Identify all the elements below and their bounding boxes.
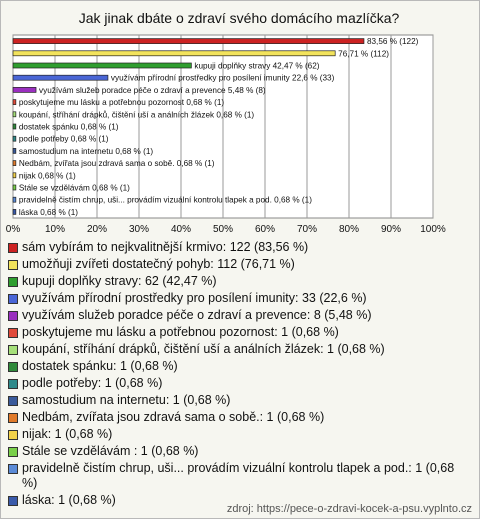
legend-swatch bbox=[8, 430, 18, 440]
bar bbox=[13, 124, 16, 129]
legend-swatch bbox=[8, 396, 18, 406]
bar bbox=[13, 173, 16, 178]
legend-swatch bbox=[8, 447, 18, 457]
legend-swatch bbox=[8, 379, 18, 389]
bar-label: využívám služeb poradce péče o zdraví a prevence 5,48 % (8) bbox=[39, 85, 266, 95]
legend-label: pravidelně čistím chrup, uši... provádím vizuální kontrolu tlapek a pod.: 1 (0,68 %) bbox=[22, 461, 455, 490]
bar-label: poskytujeme mu lásku a potřebnou pozornost 0,68 % (1) bbox=[18, 98, 225, 108]
tick-label: 90% bbox=[380, 224, 402, 235]
bar bbox=[13, 87, 36, 92]
legend-label: nijak: 1 (0,68 %) bbox=[22, 427, 113, 441]
legend-swatch bbox=[8, 496, 18, 506]
bar bbox=[13, 161, 16, 166]
bar-label: kupuji doplňky stravy 42,47 % (62) bbox=[194, 61, 320, 71]
tick-label: 80% bbox=[338, 224, 360, 235]
tick-label: 30% bbox=[128, 224, 150, 235]
legend-label: kupuji doplňky stravy: 62 (42,47 %) bbox=[22, 274, 217, 288]
bar-plot bbox=[0, 0, 480, 240]
bar-label: samostudium na internetu 0,68 % (1) bbox=[18, 146, 154, 156]
legend-swatch bbox=[8, 311, 18, 321]
tick-label: 100% bbox=[420, 224, 446, 235]
legend-swatch bbox=[8, 464, 18, 474]
bar bbox=[13, 197, 16, 202]
bar-label: koupání, stříhání drápků, čištění uší a análních žlázek 0,68 % (1) bbox=[18, 110, 255, 120]
bar bbox=[13, 39, 364, 44]
tick-label: 40% bbox=[170, 224, 192, 235]
bar bbox=[13, 185, 16, 190]
legend-label: umožňuji zvířeti dostatečný pohyb: 112 (76,71 %) bbox=[22, 257, 295, 271]
legend-label: koupání, stříhání drápků, čištění uší a análních žlázek: 1 (0,68 %) bbox=[22, 342, 385, 356]
tick-label: 0% bbox=[5, 224, 21, 235]
legend-swatch bbox=[8, 345, 18, 355]
bar bbox=[13, 75, 108, 80]
legend-swatch bbox=[8, 243, 18, 253]
legend-label: podle potřeby: 1 (0,68 %) bbox=[22, 376, 163, 390]
bar-label: Stále se vzdělávám 0,68 % (1) bbox=[18, 183, 130, 193]
source-credit: zdroj: https://pece-o-zdravi-kocek-a-psu.vyplnto.cz bbox=[226, 503, 472, 515]
bar bbox=[13, 136, 16, 141]
chart-title: Jak jinak dbáte o zdraví svého domácího mazlíčka? bbox=[78, 10, 400, 26]
tick-label: 60% bbox=[254, 224, 276, 235]
legend-label: sám vybírám to nejkvalitnější krmivo: 122 (83,56 %) bbox=[22, 240, 309, 254]
bar bbox=[13, 51, 335, 56]
legend-swatch bbox=[8, 260, 18, 270]
bar-label: Nedbám, zvířata jsou zdravá sama o sobě. 0,68 % (1) bbox=[18, 159, 215, 169]
legend-label: využívám služeb poradce péče o zdraví a prevence: 8 (5,48 %) bbox=[22, 308, 372, 322]
bar bbox=[13, 100, 16, 105]
bar-label: využívám přírodní prostředky pro posílení imunity 22,6 % (33) bbox=[110, 73, 335, 83]
bar-label: podle potřeby 0,68 % (1) bbox=[18, 134, 109, 144]
legend-label: poskytujeme mu lásku a potřebnou pozornost: 1 (0,68 %) bbox=[22, 325, 339, 339]
bar-label: nijak 0,68 % (1) bbox=[18, 171, 76, 181]
bar bbox=[13, 63, 191, 68]
bar bbox=[13, 209, 16, 214]
bar bbox=[13, 112, 16, 117]
bar-label: pravidelně čistím chrup, uši... provádím vizuální kontrolu tlapek a pod. 0,68 % (1) bbox=[18, 195, 312, 205]
tick-label: 50% bbox=[212, 224, 234, 235]
legend-swatch bbox=[8, 277, 18, 287]
legend-label: samostudium na internetu: 1 (0,68 %) bbox=[22, 393, 231, 407]
tick-label: 70% bbox=[296, 224, 318, 235]
bar-label: dostatek spánku 0,68 % (1) bbox=[18, 122, 119, 132]
tick-label: 10% bbox=[44, 224, 66, 235]
legend-swatch bbox=[8, 413, 18, 423]
legend-label: Stále se vzdělávám : 1 (0,68 %) bbox=[22, 444, 199, 458]
legend-label: Nedbám, zvířata jsou zdravá sama o sobě.: 1 (0,68 %) bbox=[22, 410, 325, 424]
legend-label: využívám přírodní prostředky pro posílení imunity: 33 (22,6 %) bbox=[22, 291, 367, 305]
legend-swatch bbox=[8, 328, 18, 338]
bar-label: 76,71 % (112) bbox=[338, 49, 390, 59]
bar-label: láska 0,68 % (1) bbox=[18, 207, 79, 217]
legend-label: dostatek spánku: 1 (0,68 %) bbox=[22, 359, 178, 373]
legend-swatch bbox=[8, 294, 18, 304]
legend-swatch bbox=[8, 362, 18, 372]
bar bbox=[13, 148, 16, 153]
tick-label: 20% bbox=[86, 224, 108, 235]
bar-label: 83,56 % (122) bbox=[366, 37, 419, 47]
legend-label: láska: 1 (0,68 %) bbox=[22, 493, 116, 507]
